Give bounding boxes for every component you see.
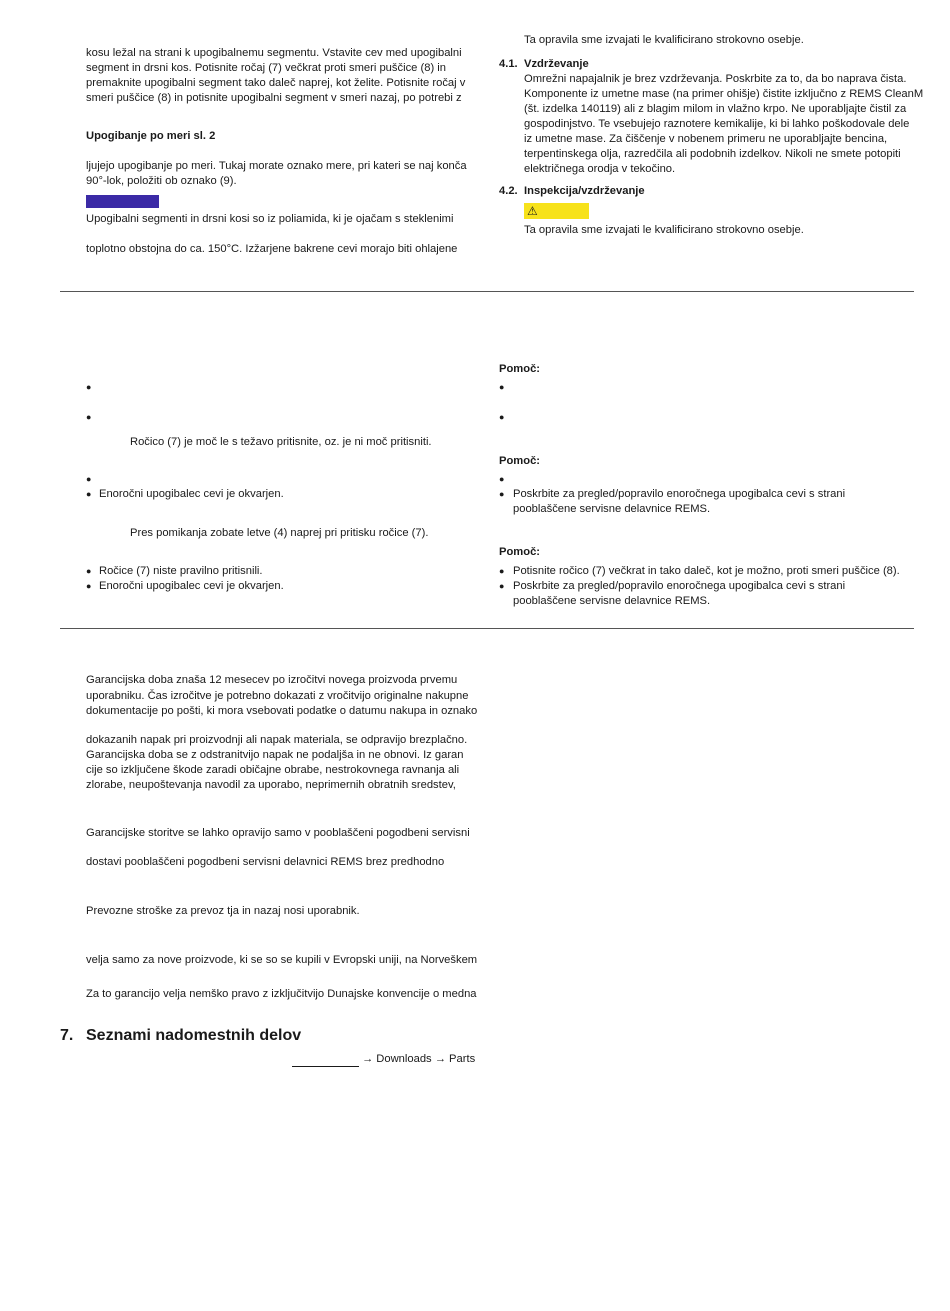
remedy-item: pooblaščene servisne delavnice REMS.	[513, 503, 711, 515]
fault-cause: Ročico (7) je moč le s težavo pritisnite, oz. je ni moč pritisniti.	[130, 436, 432, 448]
text-line: dokazanih napak pri proizvodnji ali napak materiala, se odpravijo brezplačno.	[86, 734, 468, 746]
bullet-icon: ●	[86, 489, 92, 499]
warning-label-bar	[524, 203, 589, 219]
section-divider	[60, 291, 914, 292]
bullet-icon: ●	[86, 412, 92, 422]
warning-triangle-icon: ⚠	[527, 204, 538, 218]
help-label: Pomoč:	[499, 455, 541, 467]
text-line: Ta opravila sme izvajati le kvalificirano strokovno osebje.	[524, 34, 804, 46]
remedy-item: Poskrbite za pregled/popravilo enoročnega upogibalca cevi s strani	[513, 488, 846, 500]
text-line: smeri puščice (8) in potisnite upogibalni segment v smeri nazaj, po potrebi z	[86, 92, 462, 104]
text-line: kosu ležal na strani k upogibalnemu segmentu. Vstavite cev med upogibalni	[86, 47, 462, 59]
text-line: električnega orodja v tekočino.	[524, 163, 676, 175]
text-line: (št. izdelka 140119) ali z blagim milom in vlažno krpo. Ne uporabljajte čistil za	[524, 103, 907, 115]
section-title: Inspekcija/vzdrževanje	[524, 185, 645, 197]
remedy-item: Poskrbite za pregled/popravilo enoročnega upogibalca cevi s strani	[513, 580, 846, 592]
text-line: toplotno obstojna do ca. 150°C. Izžarjene bakrene cevi morajo biti ohlajene	[86, 243, 458, 255]
text-line: terpentinskega olja, razredčila ali podobnih izdelkov. Nikoli ne smete potopiti	[524, 148, 901, 160]
remedy-item: pooblaščene servisne delavnice REMS.	[513, 595, 711, 607]
text-line: Komponente iz umetne mase (na primer ohišje) čistite izključno z REMS CleanM	[524, 88, 924, 100]
text-line: Za to garancijo velja nemško pravo z izključitvijo Dunajske konvencije o medna	[86, 988, 477, 1000]
text-line: Garancijska doba znaša 12 mesecev po izročitvi novega proizvoda prvemu	[86, 674, 458, 686]
cause-item: Ročice (7) niste pravilno pritisnili.	[99, 565, 263, 577]
text-line: zlorabe, neupoštevanja navodil za uporabo, neprimernih obratnih sredstev,	[86, 779, 456, 791]
cause-item: Enoročni upogibalec cevi je okvarjen.	[99, 488, 284, 500]
bullet-icon: ●	[86, 581, 92, 591]
text-line: Ta opravila sme izvajati le kvalificirano strokovno osebje.	[524, 224, 804, 236]
note-label-bar	[86, 195, 159, 208]
downloads-parts-link[interactable]: → Downloads → Parts	[362, 1053, 476, 1065]
text-line: iz umetne mase. Za čiščenje v nobenem primeru ne uporabljajte bencina,	[524, 133, 888, 145]
bullet-icon: ●	[499, 412, 505, 422]
text-line: Garancijske storitve se lahko opravijo samo v pooblaščeni pogodbeni servisni	[86, 827, 470, 839]
text-line: Garancijska doba se z odstranitvijo napak ne podaljša in ne obnovi. Iz garan	[86, 749, 464, 761]
fault-cause: Pres pomikanja zobate letve (4) naprej pri pritisku ročice (7).	[130, 527, 429, 539]
text-line: Prevozne stroške za prevoz tja in nazaj nosi uporabnik.	[86, 905, 360, 917]
bullet-icon: ●	[499, 489, 505, 499]
help-label: Pomoč:	[499, 546, 541, 558]
text-line: Omrežni napajalnik je brez vzdrževanja. Poskrbite za to, da bo naprava čista.	[524, 73, 907, 85]
section-number: 4.1.	[499, 58, 518, 70]
text-line: dostavi pooblaščeni pogodbeni servisni delavnici REMS brez predhodno	[86, 856, 445, 868]
text-line: Upogibalni segmenti in drsni kosi so iz poliamida, ki je ojačam s steklenimi	[86, 213, 454, 225]
section-heading: Upogibanje po meri sl. 2	[86, 130, 216, 142]
bullet-icon: ●	[499, 566, 505, 576]
text-line: dokumentacije po pošti, ki mora vsebovati podatke o datumu nakupa in oznako	[86, 705, 478, 717]
text-line: segment in drsni kos. Potisnite ročaj (7) večkrat proti smeri puščice (8) in	[86, 62, 446, 74]
text-line: premaknite upogibalni segment tako daleč naprej, kot želite. Potisnite ročaj v	[86, 77, 466, 89]
section-title: Vzdrževanje	[524, 58, 589, 70]
bullet-icon: ●	[86, 566, 92, 576]
section-title: Seznami nadomestnih delov	[86, 1027, 302, 1044]
bullet-icon: ●	[86, 382, 92, 392]
section-divider	[60, 628, 914, 629]
help-label: Pomoč:	[499, 363, 541, 375]
cause-item: Enoročni upogibalec cevi je okvarjen.	[99, 580, 284, 592]
text-line: 90°-lok, položiti ob oznako (9).	[86, 175, 237, 187]
text-line: ljujejo upogibanje po meri. Tukaj morate oznako mere, pri kateri se naj konča	[86, 160, 467, 172]
section-number: 4.2.	[499, 185, 518, 197]
text-line: velja samo za nove proizvode, ki se so se kupili v Evropski uniji, na Norveškem	[86, 954, 478, 966]
bullet-icon: ●	[499, 474, 505, 484]
bullet-icon: ●	[499, 581, 505, 591]
text-line: gospodinjstvo. Te vsebujejo raznotere kemikalije, ki bi lahko poškodovale dele	[524, 118, 910, 130]
link-underline[interactable]	[292, 1066, 359, 1067]
text-line: cije so izključene škode zaradi običajne obrabe, nestrokovnega ravnanja ali	[86, 764, 460, 776]
remedy-item: Potisnite ročico (7) večkrat in tako daleč, kot je možno, proti smeri puščice (8).	[513, 565, 900, 577]
text-line: uporabniku. Čas izročitve je potrebno dokazati z vročitvijo originalne nakupne	[86, 690, 469, 702]
bullet-icon: ●	[86, 474, 92, 484]
section-number: 7.	[60, 1027, 74, 1044]
bullet-icon: ●	[499, 382, 505, 392]
